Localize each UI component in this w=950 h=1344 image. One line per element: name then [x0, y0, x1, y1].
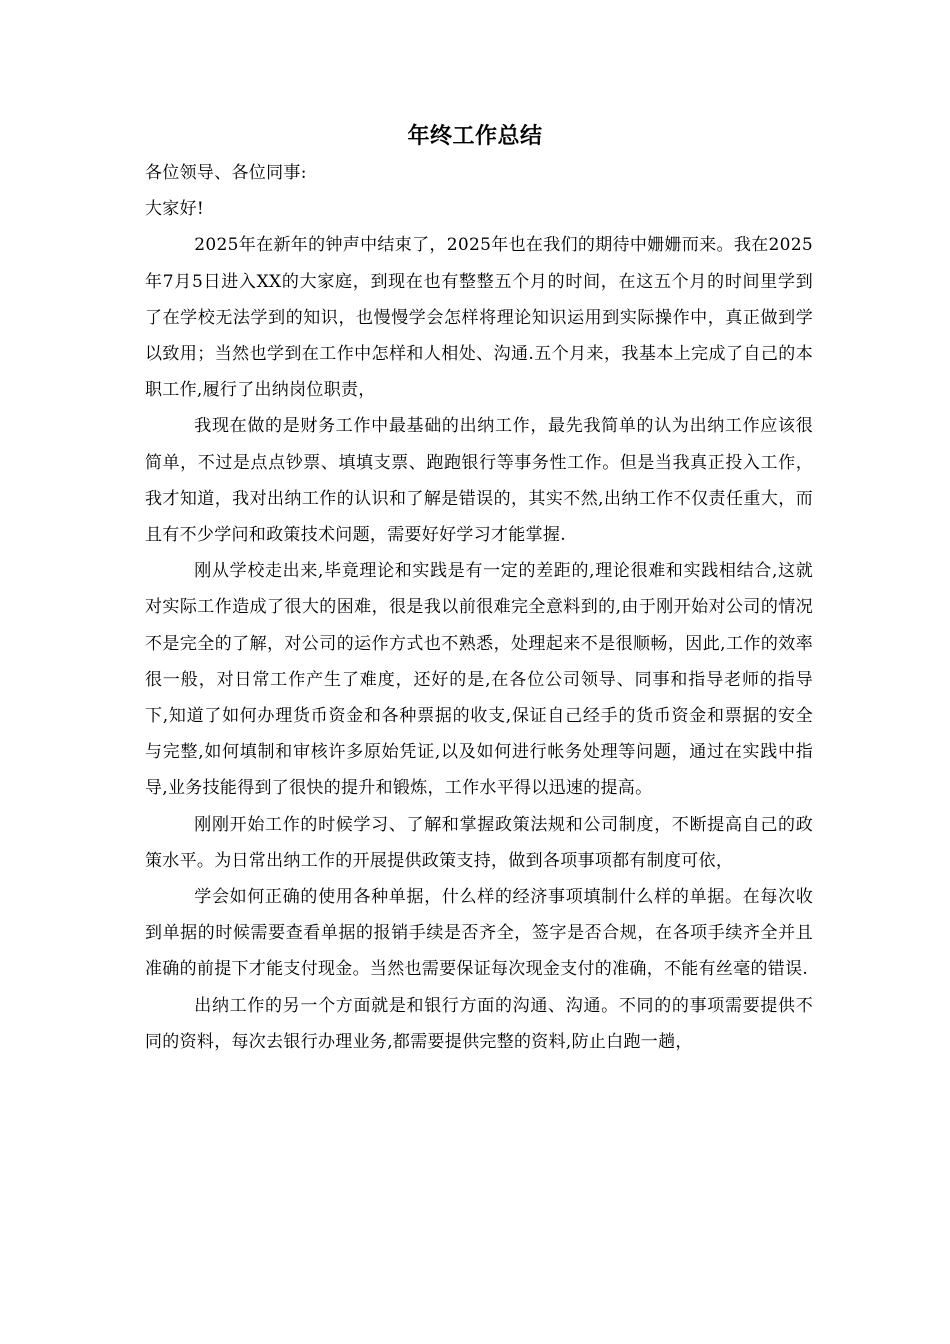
paragraph-6: 出纳工作的另一个方面就是和银行方面的沟通、沟通。不同的的事项需要提供不同的资料，每次去银行办理业务,都需要提供完整的资料,防止白跑一趟，: [145, 995, 813, 1052]
salutation: 各位领导、各位同事:: [145, 163, 307, 183]
paragraph-2: 我现在做的是财务工作中最基础的出纳工作，最先我简单的认为出纳工作应该很简单，不过是点点钞票、填填支票、跑跑银行等事务性工作。但是当我真正投入工作，我才知道，我对出纳工作的认识和了解是错误的，其实不然,出纳工作不仅责任重大，而且有不少学问和政策技术问题，需要好好学习才能掌握.: [145, 416, 813, 546]
paragraph-1: 2025年在新年的钟声中结束了，2025年也在我们的期待中姗姗而来。我在2025年7月5日进入XX的大家庭，到现在也有整整五个月的时间，在这五个月的时间里学到了在学校无法学到的知识，也慢慢学会怎样将理论知识运用到实际操作中，真正做到学以致用；当然也学到在工作中怎样和人相处、沟通.五个月来，我基本上完成了自己的本职工作,履行了出纳岗位职责，: [145, 235, 813, 401]
document-body: [145, 155, 813, 1060]
paragraph-3: 刚从学校走出来,毕竟理论和实践是有一定的差距的,理论很难和实践相结合,这就对实际工作造成了很大的困难，很是我以前很难完全意料到的,由于刚开始对公司的情况不是完全的了解，对公司的运作方式也不熟悉，处理起来不是很顺畅，因此,工作的效率很一般，对日常工作产生了难度，还好的是,在各位公司领导、同事和指导老师的指导下,知道了如何办理货币资金和各种票据的收支,保证自己经手的货币资金和票据的安全与完整,如何填制和审核许多原始凭证,以及如何进行帐务处理等问题，通过在实践中指导,业务技能得到了很快的提升和锻炼，工作水平得以迅速的提高。: [145, 561, 813, 799]
greeting: 大家好!: [145, 199, 205, 220]
paragraph-5: 学会如何正确的使用各种单据，什么样的经济事项填制什么样的单据。在每次收到单据的时候需要查看单据的报销手续是否齐全，签字是否合规，在各项手续齐全并且准确的前提下才能支付现金。当然也需要保证每次现金支付的准确，不能有丝毫的错误.: [145, 887, 813, 980]
document-title: 年终工作总结: [407, 124, 543, 149]
paragraph-4: 刚刚开始工作的时候学习、了解和掌握政策法规和公司制度，不断提高自己的政策水平。为日常出纳工作的开展提供政策支持，做到各项事项都有制度可依，: [145, 814, 813, 871]
